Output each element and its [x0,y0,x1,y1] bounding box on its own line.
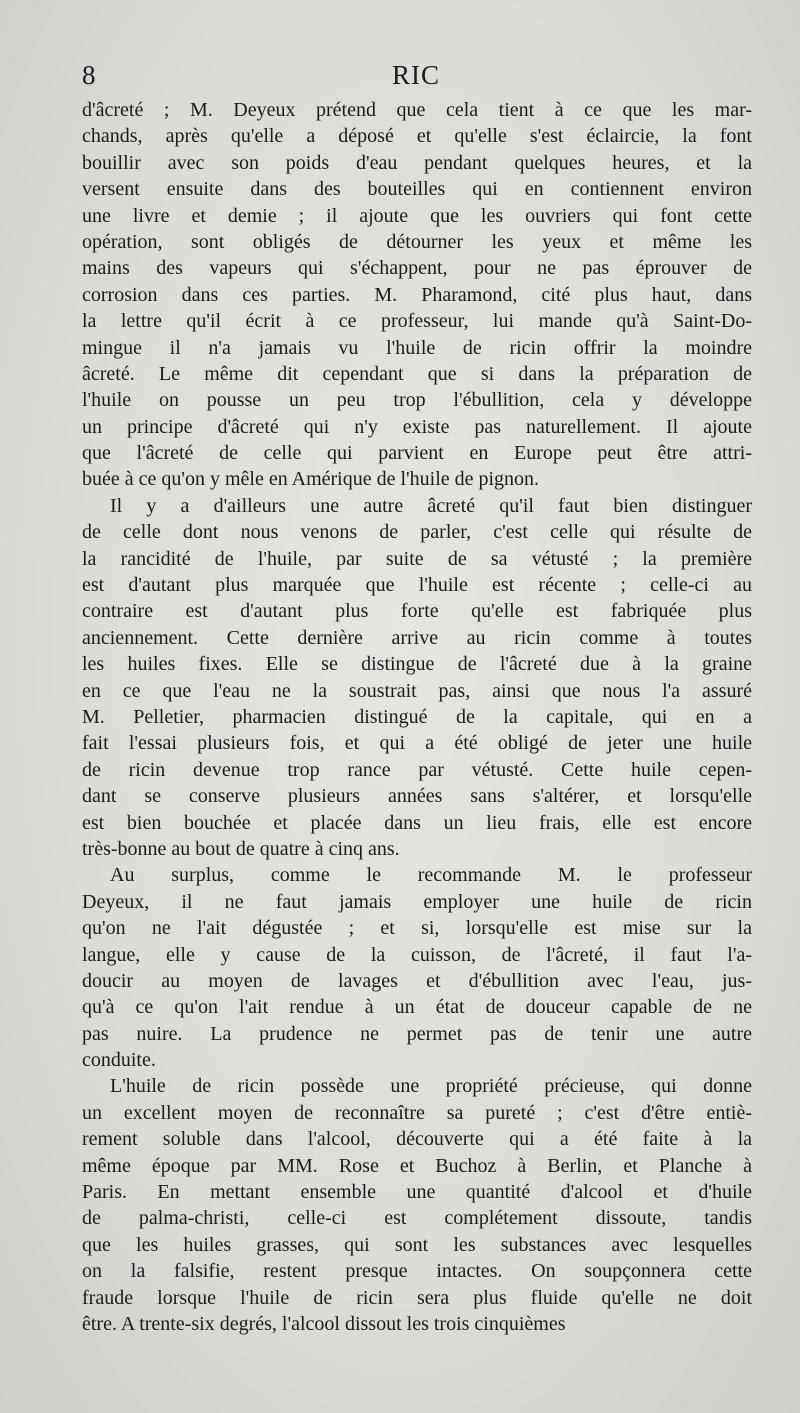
text-line: de celle dont nous venons de parler, c'est celle qui résulte de [82,521,752,544]
text-line: Il y a d'ailleurs une autre âcreté qu'il faut bien distinguer [110,494,752,517]
paragraph [82,97,752,493]
text-line: pas nuire. La prudence ne permet pas de tenir une autre [82,1022,752,1045]
text-line: âcreté. Le même dit cependant que si dans la préparation de [82,362,752,385]
text-line: qu'on ne l'ait dégustée ; et si, lorsqu'elle est mise sur la [82,917,752,940]
text-line: fraude lorsque l'huile de ricin sera plus fluide qu'elle ne doit [82,1286,752,1309]
text-line: contraire est d'autant plus forte qu'elle est fabriquée plus [82,600,752,623]
page-number: 8 [82,60,96,90]
text-line: versent ensuite dans des bouteilles qui en contiennent environ [82,178,752,201]
text-line: que l'âcreté de celle qui parvient en Europe peut être attri- [82,442,752,465]
text-line: corrosion dans ces parties. M. Pharamond, cité plus haut, dans [82,283,752,306]
text-line: un excellent moyen de reconnaître sa pureté ; c'est d'être entiè- [82,1101,752,1124]
text-line: la rancidité de l'huile, par suite de sa vétusté ; la première [82,547,752,570]
text-line: dant se conserve plusieurs années sans s'altérer, et lorsqu'elle [82,785,752,808]
paragraph [82,862,752,1073]
text-line: fait l'essai plusieurs fois, et qui a été obligé de jeter une huile [82,732,752,755]
text-line: en ce que l'eau ne la soustrait pas, ainsi que nous l'a assuré [82,679,752,702]
page-header [82,60,750,96]
text-line: les huiles fixes. Elle se distingue de l'âcreté due à la graine [82,653,752,676]
text-line: M. Pelletier, pharmacien distingué de la capitale, qui en a [82,705,752,728]
paragraph [82,1073,752,1337]
text-line: conduite. [82,1049,156,1072]
text-line: chands, après qu'elle a déposé et qu'elle s'est éclaircie, la font [82,125,752,148]
text-line: même époque par MM. Rose et Buchoz à Berlin, et Planche à [82,1154,752,1177]
text-line: mingue il n'a jamais vu l'huile de ricin offrir la moindre [82,336,752,359]
text-line: buée à ce qu'on y mêle en Amérique de l'huile de pignon. [82,468,540,491]
text-line: Paris. En mettant ensemble une quantité d'alcool et d'huile [82,1181,752,1204]
text-line: bouillir avec son poids d'eau pendant quelques heures, et la [82,151,752,174]
text-line: doucir au moyen de lavages et d'ébullition avec l'eau, jus- [82,969,752,992]
text-line: mains des vapeurs qui s'échappent, pour ne pas éprouver de [82,257,752,280]
text-line: un principe d'âcreté qui n'y existe pas naturellement. Il ajoute [82,415,752,438]
text-line: la lettre qu'il écrit à ce professeur, lui mande qu'à Saint-Do- [82,310,752,333]
text-line: être. A trente-six degrés, l'alcool dissout les trois cinquièmes [82,1312,566,1335]
text-line: de palma-christi, celle-ci est complétement dissoute, tandis [82,1207,752,1230]
text-line: rement soluble dans l'alcool, découverte qui a été faite à la [82,1128,752,1151]
text-line: anciennement. Cette dernière arrive au ricin comme à toutes [82,626,752,649]
text-line: de ricin devenue trop rance par vétusté. Cette huile cepen- [82,758,752,781]
text-line: Au surplus, comme le recommande M. le professeur [110,864,752,887]
text-line: est d'autant plus marquée que l'huile est récente ; celle-ci au [82,574,752,597]
text-line: l'huile on pousse un peu trop l'ébullition, cela y développe [82,389,752,412]
text-line: que les huiles grasses, qui sont les substances avec lesquelles [82,1233,752,1256]
text-line: langue, elle y cause de la cuisson, de l'âcreté, il faut l'a- [82,943,752,966]
text-line: une livre et demie ; il ajoute que les ouvriers qui font cette [82,204,752,227]
text-line: qu'à ce qu'on l'ait rendue à un état de douceur capable de ne [82,996,752,1019]
body-text [82,97,752,1337]
text-line: très-bonne au bout de quatre à cinq ans. [82,837,400,860]
running-head: RIC [391,60,440,90]
text-line: opération, sont obligés de détourner les yeux et même les [82,230,752,253]
paragraph [82,493,752,862]
text-line: on la falsifie, restent presque intactes. On soupçonnera cette [82,1260,752,1283]
text-line: Deyeux, il ne faut jamais employer une huile de ricin [82,890,752,913]
text-line: L'huile de ricin possède une propriété précieuse, qui donne [110,1075,752,1098]
text-line: est bien bouchée et placée dans un lieu frais, elle est encore [82,811,752,834]
text-line: d'âcreté ; M. Deyeux prétend que cela tient à ce que les mar- [82,99,752,121]
